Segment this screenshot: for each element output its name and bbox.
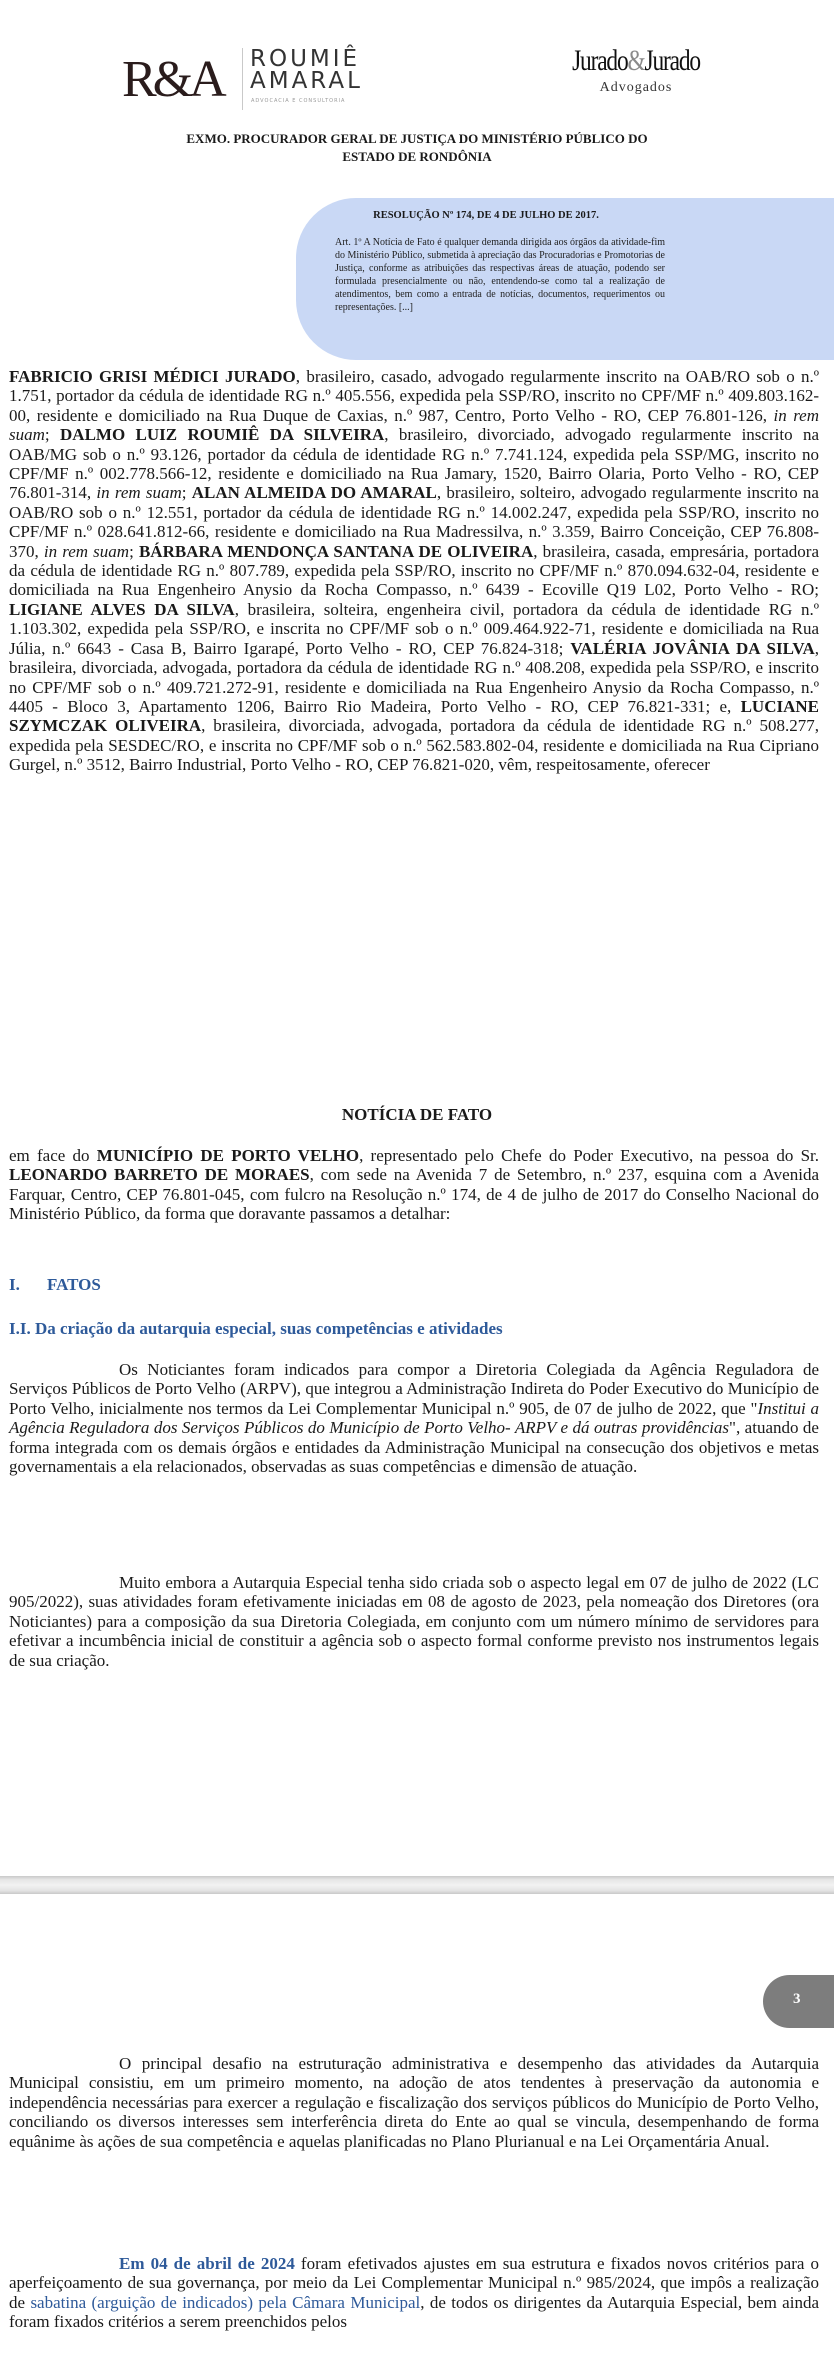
page-separator [0,1876,834,1894]
paragraph-text: foram efetivados ajustes em sua estrutura e fixados novos critérios para o aperfeiçoamento de sua governança, por meio da Lei Complementar Municipal n.º 985/2024, que impôs a realização de [9,2254,820,2312]
respondent-paragraph [9,1146,819,1224]
party-name: BÁRBARA MENDONÇA SANTANA DE OLIVEIRA [138,541,534,561]
section-heading [9,1275,101,1295]
latin-term: in rem suam [43,541,130,561]
party-name: VALÉRIA JOVÂNIA DA SILVA [570,638,815,658]
respondent-text: , com sede na Avenida 7 de Setembro, n.º 237, esquina com a Avenida Farquar, Centro, CEP 76.801-045, com fulcro na Resolução n.º 174, de 4 de julho de 2017 do Conselho Nacional do Ministério Público, da forma que doravante passamos a detalhar: [9,1165,819,1224]
addressee-heading [100,130,734,166]
mayor-name: LEONARDO BARRETO DE MORAES [9,1165,310,1185]
document-title: NOTÍCIA DE FATO [341,1105,493,1124]
jj-logo-name [570,44,703,78]
addressee-line1: EXMO. PROCURADOR GERAL DE JUSTIÇA DO MINISTÉRIO PÚBLICO DO [186,131,648,146]
party-details: , brasileiro, divorciado, advogado regularmente inscrito na OAB/MG sob o n.º 93.126, portador da cédula de identidade RG n.º 7.741.124, expedida pela SSP/MG, inscrito no CPF/MF n.º 002.778.566-12, residente e domiciliado na Rua Jamary, 1520, Bairro Olaria, Porto Velho - RO, CEP 76.801-314, [9,425,819,503]
roumie-amaral-logo [122,48,384,110]
respondent-text: , representado pelo Chefe do Poder Executivo, na pessoa do Sr. [359,1146,819,1165]
party-name: DALMO LUIZ ROUMIÊ DA SILVEIRA [60,425,385,445]
paragraph-1 [9,1360,819,1476]
qualification-paragraph: FABRICIO GRISI MÉDICI JURADO, brasileiro, casado, advogado regularmente inscrito na OAB/RO sob o n.º 1.751, portador da cédula de identidade RG n.º 405.556, expedida pela SSP/RO, inscrito no CPF/MF n.º 409.803.162-00, residente e domiciliado na Rua Duque de Caxias, n.º 987, Centro, Porto Velho - RO, CEP 76.801-126, in rem suam; DALMO LUIZ ROUMIÊ DA SILVEIRA, brasileiro, divorciado, advogado regularmente inscrito na OAB/MG sob o n.º 93.126, portador da cédula de identidade RG n.º 7.741.124, expedida pela SSP/MG, inscrito no CPF/MF n.º 002.778.566-12, residente e domiciliado na Rua Jamary, 1520, Bairro Olaria, Porto Velho - RO, CEP 76.801-314, in rem suam; ALAN ALMEIDA DO AMARAL, brasileiro, solteiro, advogado regularmente inscrito na OAB/RO sob o n.º 12.551, portador da cédula de identidade RG n.º 14.002.247, expedida pela SSP/RO, inscrito no CPF/MF n.º 028.641.812-66, residente e domiciliado na Rua Madressilva, n.º 3.359, Bairro Conceição, CEP 76.808-370, in rem suam; BÁRBARA MENDONÇA SANTANA DE OLIVEIRA, brasileira, casada, empresária, portadora da cédula de identidade RG n.º 807.789, expedida pela SSP/RO, inscrito no CPF/MF n.º 870.094.632-04, residente e domiciliada na Rua Engenheiro Anysio da Rocha Compasso, n.º 6439 - Ecoville Q19 L02, Porto Velho - RO; LIGIANE ALVES DA SILVA, brasileira, solteira, engenheira civil, portadora da cédula de identidade RG n.º 1.103.302, expedida pela SSP/RO, e inscrita no CPF/MF sob o n.º 009.464.922-71, residente e domiciliada na Rua Júlia, n.º 6643 - Casa B, Bairro Igarapé, Porto Velho - RO, CEP 76.824-318; VALÉRIA JOVÂNIA DA SILVA, brasileira, divorciada, advogada, portadora da cédula de identidade RG n.º 408.208, expedida pela SSP/RO, e inscrito no CPF/MF sob o n.º 409.721.272-91, residente e domiciliada na Rua Engenheiro Anysio da Rocha Compasso, n.º 4405 - Bloco 3, Apartamento 1206, Bairro Rio Madeira, Porto Velho - RO, CEP 76.821-331; e, LUCIANE SZYMCZAK OLIVEIRA, brasileira, divorciada, advogada, portadora da cédula de identidade RG n.º 508.277, expedida pela SESDEC/RO, e inscrita no CPF/MF sob o n.º 562.583.802-04, residente e domiciliada na Rua Cipriano Gurgel, n.º 3512, Bairro Industrial, Porto Velho - RO, CEP 76.821-020, vêm, respeitosamente, oferecer [9,367,820,775]
paragraph-text: O principal desafio na estruturação administrativa e desempenho das atividades da Autarquia Municipal consistiu, em um primeiro momento, na adoção de atos tendentes à preservação da autonomia e independência necessárias para exercer a regulação e fiscalização dos serviços públicos do Município de Porto Velho, conciliando os diversos interesses sem interferência direta do Ente ao qual se vincula, desempenhando de forma equânime às ações de sua competência e aquelas planificadas no Plano Plurianual e na Lei Orçamentária Anual. [9,2054,819,2151]
highlighted-phrase: sabatina (arguição de indicados) pela Câmara Municipal [30,2292,421,2312]
logo-divider [242,48,243,110]
party-details: , brasileira, solteira, engenheira civil, portadora da cédula de identidade RG n.º 1.103.302, expedida pela SSP/RO, e inscrita no CPF/MF sob o n.º 009.464.922-71, residente e domiciliada na Rua Júlia, n.º 6643 - Casa B, Bairro Igarapé, Porto Velho - RO, CEP 76.824-318; [9,599,820,658]
paragraph-text: Muito embora a Autarquia Especial tenha sido criada sob o aspecto legal em 07 de julho de 2022 (LC 905/2022), suas atividades foram efetivamente iniciadas em 08 de agosto de 2023, pela nomeação dos Diretores (ora Noticiantes) para a composição da sua Diretoria Colegiada, em conjunto com um número mínimo de servidores para efetivar a incumbência inicial de constituir a agência sob o aspecto formal conforme previsto nos instrumentos legais de sua criação. [9,1573,819,1670]
party-details: , brasileiro, casado, advogado regularmente inscrito na OAB/RO sob o n.º 1.751, portador da cédula de identidade RG n.º 405.556, expedida pela SSP/RO, inscrito no CPF/MF n.º 409.803.162-00, residente e domiciliado na Rua Duque de Caxias, n.º 987, Centro, Porto Velho - RO, CEP 76.801-126, [9,367,820,425]
party-details: , brasileira, divorciada, advogada, portadora da cédula de identidade RG n.º 408.208, expedida pela SSP/RO, e inscrito no CPF/MF sob o n.º 409.721.272-91, residente e domiciliada na Rua Engenheiro Anysio da Rocha Compasso, n.º 4405 - Bloco 3, Apartamento 1206, Bairro Rio Madeira, Porto Velho - RO, CEP 76.821-331; e, [9,638,819,716]
party-details: , brasileira, divorciada, advogada, portadora da cédula de identidade RG n.º 508.277, expedida pela SESDEC/RO, e inscrita no CPF/MF sob o n.º 562.583.802-04, residente e domiciliada na Rua Cipriano Gurgel, n.º 3512, Bairro Industrial, Porto Velho - RO, CEP 76.821-020, vêm, respeitosamente, oferecer [9,716,819,775]
party-name: ALAN ALMEIDA DO AMARAL [191,483,437,503]
law-quote: Institui a Agência Reguladora dos Serviços Públicos do Município de Porto Velho- ARPV e dá outras providências [9,1398,820,1438]
jj-logo-part2: Jurado [644,44,700,77]
ra-logo-mark: R&A [122,51,223,108]
section-title: FATOS [47,1275,101,1294]
resolution-title: RESOLUÇÃO Nº 174, DE 4 DE JULHO DE 2017. [373,210,599,221]
page-number: 3 [793,1991,801,2007]
ra-logo-name-line2: AMARAL [250,68,363,94]
party-details: , brasileira, casada, empresária, portadora da cédula de identidade RG n.º 807.789, expedida pela SSP/RO, inscrito no CPF/MF n.º 870.094.632-04, residente e domiciliada na Rua Engenheiro Anysio da Rocha Compasso, n.º 6439 - Ecoville Q19 L02, Porto Velho - RO; [9,541,819,600]
paragraph-2 [9,1573,819,1670]
addressee-line2: ESTADO DE RONDÔNIA [342,149,492,164]
respondent-text: em face do [9,1146,97,1165]
paragraph-text: ", atuando de forma integrada com os demais órgãos e entidades da Administração Municipal na consecução dos objetivos e metas governamentais a ela relacionados, observadas as suas competências e dimensão de atuação. [9,1418,819,1477]
party-name: LUCIANE SZYMCZAK OLIVEIRA [9,696,819,736]
latin-term: in rem suam [96,483,182,503]
paragraph-text: , de todos os dirigentes da Autarquia Especial, bem ainda foram fixados critérios a serem preenchidos pelos [9,2292,819,2332]
jj-logo-tagline: Advogados [599,80,673,95]
section-number: I. [9,1275,20,1294]
page-number-badge [763,1975,834,2028]
paragraph-4 [9,2254,819,2332]
ra-logo-name [250,48,363,92]
paragraph-text: Os Noticiantes foram indicados para compor a Diretoria Colegiada da Agência Reguladora de Serviços Públicos de Porto Velho (ARPV), que integrou a Administração Indireta do Poder Executivo do Município de Porto Velho, inicialmente nos termos da Lei Complementar Municipal n.º 905, de 07 de julho de 2022, que " [9,1360,819,1418]
paragraph-3 [9,2054,819,2151]
latin-term: in rem suam [9,405,820,445]
ra-logo-tagline: ADVOCACIA E CONSULTORIA [251,98,346,104]
party-name: LIGIANE ALVES DA SILVA [9,599,235,619]
jj-logo-part1: Jurado [572,44,628,77]
ra-logo-name-line1: ROUMIÊ [250,46,361,72]
subsection-heading: I.I. Da criação da autarquia especial, suas competências e atividades [9,1319,503,1338]
party-details: , brasileiro, solteiro, advogado regularmente inscrito na OAB/RO sob o n.º 12.551, portador da cédula de identidade RG n.º 14.002.247, expedida pela SSP/RO, inscrito no CPF/MF n.º 028.641.812-66, residente e domiciliado na Rua Madressilva, n.º 3.359, Bairro Conceição, CEP 76.808-370, [9,483,819,561]
party-name: FABRICIO GRISI MÉDICI JURADO [9,367,296,386]
jurado-jurado-logo [551,44,721,96]
highlighted-date: Em 04 de abril de 2024 [119,2254,295,2273]
resolution-quote-box [296,198,834,360]
respondent-name: MUNICÍPIO DE PORTO VELHO [96,1146,360,1165]
jj-logo-ampersand: & [627,44,645,77]
resolution-text: Art. 1º A Notícia de Fato é qualquer demanda dirigida aos órgãos da atividade-fim do Ministério Público, submetida à apreciação das Procuradorias e Promotorias de Justiça, conforme as atribuições das respectivas áreas de atuação, podendo ser formulada presencialmente ou não, entendendo-se como tal a realização de atendimentos, bem como a entrada de notícias, documentos, requerimentos ou representações. [...] [335,237,665,313]
